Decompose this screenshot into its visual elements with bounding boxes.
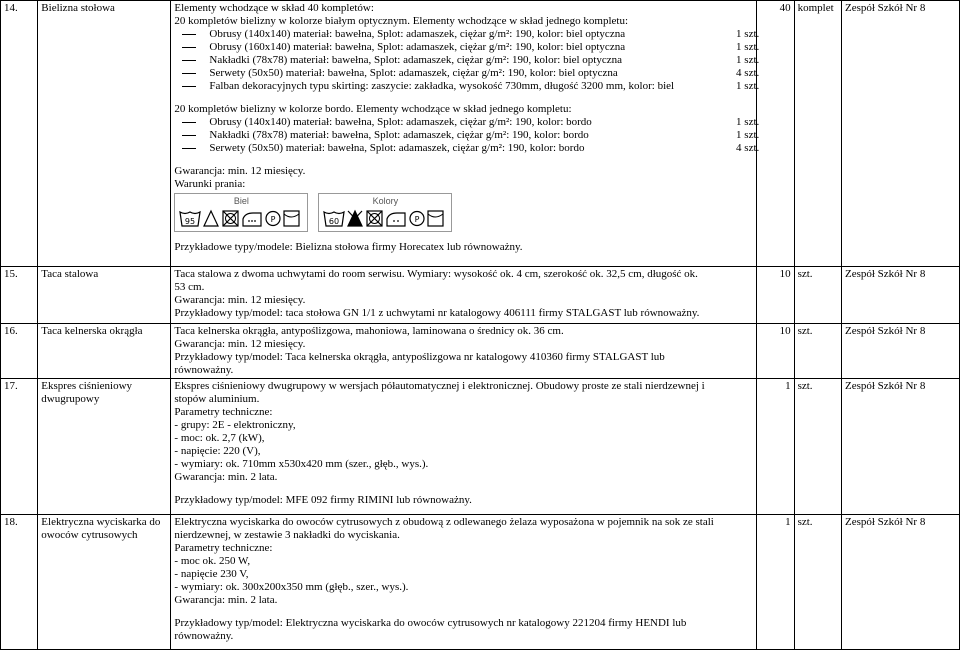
set-item-text: Obrusy (140x140) materiał: bawełna, Splot: adamaszek, ciężar g/m²: 190, kolor: bordo	[209, 116, 592, 128]
quantity: 40	[757, 1, 794, 267]
description-line: Gwarancja: min. 2 lata.	[174, 594, 278, 606]
svg-text:P: P	[270, 215, 276, 224]
wash-group-label: Biel	[233, 196, 249, 206]
set-item-text: Nakładki (78x78) materiał: bawełna, Splot: adamaszek, ciężar g/m²: 190, kolor: biel optyczna	[209, 54, 623, 66]
table-row	[1, 324, 960, 379]
description-line: stopów aluminium.	[174, 393, 260, 405]
model-example: Przykładowe typy/modele: Bielizna stołowa firmy Horecatex lub równoważny.	[174, 241, 523, 253]
dash-bullet	[182, 86, 196, 87]
description-line: Gwarancja: min. 12 miesięcy.	[174, 338, 306, 350]
warranty: Gwarancja: min. 12 miesięcy.	[174, 165, 306, 177]
set-item-qty: 4 szt.	[736, 142, 760, 154]
row-number: 15.	[1, 267, 38, 324]
wash-group-colors	[318, 193, 452, 232]
wash-group-white	[174, 193, 308, 232]
item-name: Taca stalowa	[38, 267, 171, 324]
recipient: Zespół Szkół Nr 8	[841, 1, 959, 267]
recipient: Zespół Szkół Nr 8	[841, 379, 959, 515]
wash-group-label: Kolory	[372, 196, 399, 206]
unit: szt.	[794, 379, 841, 515]
description-line: Elektryczna wyciskarka do owoców cytrusowych z obudową z odlewanego żelaza wyposażona w pojemnik na sok ze stali	[174, 516, 714, 528]
set-item-text: Obrusy (140x140) materiał: bawełna, Splot: adamaszek, ciężar g/m²: 190, kolor: biel optyczna	[209, 28, 626, 40]
set-title: 20 kompletów bielizny w kolorze bordo. Elementy wchodzące w skład jednego kompletu:	[174, 103, 572, 115]
set-item	[174, 28, 760, 41]
description-line: - wymiary: ok. 300x200x350 mm (głęb., szer., wys.).	[174, 581, 409, 593]
table-row	[1, 515, 960, 650]
description-line: Przykładowy typ/model: Taca kelnerska okrągła, antypoślizgowa nr katalogowy 410360 firmy STALGAST lub	[174, 351, 665, 363]
recipient: Zespół Szkół Nr 8	[841, 267, 959, 324]
svg-text:60: 60	[329, 217, 340, 226]
set-item-qty: 1 szt.	[736, 129, 760, 141]
table-row	[1, 267, 960, 324]
item-description	[171, 379, 757, 515]
quantity: 10	[757, 324, 794, 379]
row-number: 18.	[1, 515, 38, 650]
set-item-qty: 1 szt.	[736, 80, 760, 92]
row-number: 17.	[1, 379, 38, 515]
description-line: 53 cm.	[174, 281, 205, 293]
description-line: równoważny.	[174, 364, 234, 376]
set-item-text: Nakładki (78x78) materiał: bawełna, Splot: adamaszek, ciężar g/m²: 190, kolor: bordo	[209, 129, 589, 141]
set-item	[174, 67, 760, 80]
item-name: Ekspres ciśnieniowy dwugrupowy	[38, 379, 171, 515]
laundry-symbols-icon	[322, 208, 448, 228]
description-line: Parametry techniczne:	[174, 406, 273, 418]
unit: szt.	[794, 324, 841, 379]
set-item-qty: 1 szt.	[736, 54, 760, 66]
set-item-text: Serwety (50x50) materiał: bawełna, Splot: adamaszek, ciężar g/m²: 190, kolor: biel optyczna	[209, 67, 618, 79]
unit: komplet	[794, 1, 841, 267]
set-item	[174, 41, 760, 54]
description-line: - wymiary: ok. 710mm x530x420 mm (szer., głęb., wys.).	[174, 458, 429, 470]
item-description	[171, 267, 757, 324]
set-item-qty: 1 szt.	[736, 116, 760, 128]
set-item-qty: 1 szt.	[736, 41, 760, 53]
description-line: nierdzewnej, w zestawie 3 nakładki do wyciskania.	[174, 529, 400, 541]
svg-text:P: P	[414, 215, 420, 224]
description-line: Przykładowy typ/model: taca stołowa GN 1/1 z uchwytami nr katalogowy 406111 firmy STALGAST lub równoważny.	[174, 307, 700, 319]
model-example: Przykładowy typ/model: MFE 092 firmy RIMINI lub równoważny.	[174, 494, 472, 506]
description-line: Taca kelnerska okrągła, antypoślizgowa, mahoniowa, laminowana o średnicy ok. 36 cm.	[174, 325, 564, 337]
table-row	[1, 379, 960, 515]
dash-bullet	[182, 47, 196, 48]
wash-label: Warunki prania:	[174, 178, 246, 190]
item-name: Bielizna stołowa	[38, 1, 171, 267]
item-name: Taca kelnerska okrągła	[38, 324, 171, 379]
dash-bullet	[182, 135, 196, 136]
row-number: 14.	[1, 1, 38, 267]
set-item	[174, 129, 760, 142]
wash-symbols	[174, 193, 753, 232]
table-row	[1, 1, 960, 267]
set-item	[174, 116, 760, 129]
item-description	[171, 324, 757, 379]
quantity: 1	[757, 379, 794, 515]
quantity: 10	[757, 267, 794, 324]
set-item	[174, 54, 760, 67]
description-line: - grupy: 2E - elektroniczny,	[174, 419, 296, 431]
unit: szt.	[794, 515, 841, 650]
quantity: 1	[757, 515, 794, 650]
dash-bullet	[182, 60, 196, 61]
description-line: Elementy wchodzące w skład 40 kompletów:	[174, 2, 374, 14]
description-line: Ekspres ciśnieniowy dwugrupowy w wersjach półautomatycznej i elektronicznej. Obudowy proste ze stali nierdzewnej i	[174, 380, 705, 392]
set-item-qty: 1 szt.	[736, 28, 760, 40]
description-line: - napięcie: 220 (V),	[174, 445, 261, 457]
description-line: - moc ok. 250 W,	[174, 555, 251, 567]
dash-bullet	[182, 122, 196, 123]
model-example: równoważny.	[174, 630, 234, 642]
description-line: Gwarancja: min. 2 lata.	[174, 471, 278, 483]
description-line: - moc: ok. 2,7 (kW),	[174, 432, 265, 444]
laundry-symbols-icon	[178, 208, 304, 228]
set-item	[174, 80, 760, 93]
svg-text:95: 95	[185, 217, 196, 226]
recipient: Zespół Szkół Nr 8	[841, 515, 959, 650]
item-name: Elektryczna wyciskarka do owoców cytrusowych	[38, 515, 171, 650]
set-item-qty: 4 szt.	[736, 67, 760, 79]
set-item-text: Serwety (50x50) materiał: bawełna, Splot: adamaszek, ciężar g/m²: 190, kolor: bordo	[209, 142, 585, 154]
unit: szt.	[794, 267, 841, 324]
recipient: Zespół Szkół Nr 8	[841, 324, 959, 379]
description-line: - napięcie 230 V,	[174, 568, 249, 580]
description-line: Gwarancja: min. 12 miesięcy.	[174, 294, 306, 306]
set-item	[174, 142, 760, 155]
set-title: 20 kompletów bielizny w kolorze białym optycznym. Elementy wchodzące w skład jednego kompletu:	[174, 15, 629, 27]
model-example: Przykładowy typ/model: Elektryczna wyciskarka do owoców cytrusowych nr katalogowy 221204 firmy HENDI lub	[174, 617, 687, 629]
dash-bullet	[182, 34, 196, 35]
description-line: Taca stalowa z dwoma uchwytami do room serwisu. Wymiary: wysokość ok. 4 cm, szerokość ok. 32,5 cm, długość ok.	[174, 268, 698, 280]
item-description	[171, 1, 760, 267]
dash-bullet	[182, 148, 196, 149]
description-line: Parametry techniczne:	[174, 542, 273, 554]
row-number: 16.	[1, 324, 38, 379]
set-item-text: Falban dekoracyjnych typu skirting: zaszycie: zakładka, wysokość 730mm, długość 3200 mm, kolor: biel	[209, 80, 675, 92]
dash-bullet	[182, 73, 196, 74]
item-description	[171, 515, 757, 650]
set-item-text: Obrusy (160x140) materiał: bawełna, Splot: adamaszek, ciężar g/m²: 190, kolor: biel optyczna	[209, 41, 626, 53]
